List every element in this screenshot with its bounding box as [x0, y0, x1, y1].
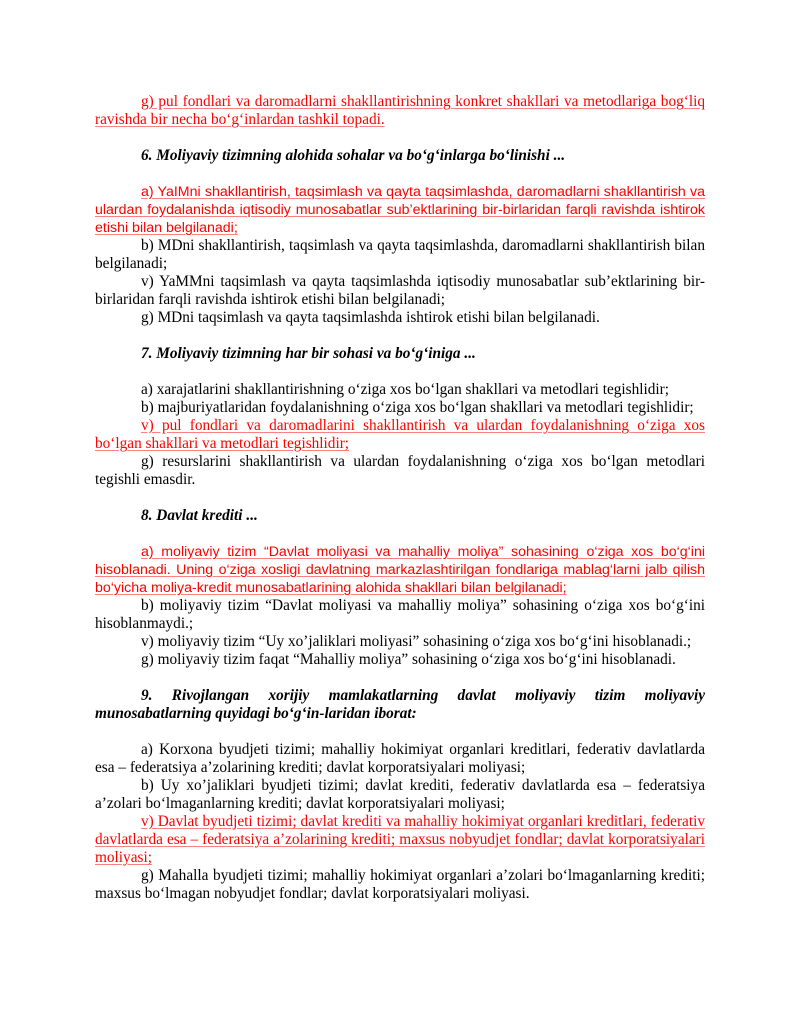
answer-g: g) MDni taqsimlash va qayta taqsimlashda ishtirok etishi bilan belgilanadi.: [141, 309, 600, 326]
answer-v: v) pul fondlari va daromadlarini shakllantirish va ulardan foydalanishning o‘ziga xos bo‘lgan shakllari va metodlari tegishlidir;: [95, 417, 705, 452]
answer-a: a) YaIMni shakllantirish, taqsimlash va qayta taqsimlashda, daromadlarni shakllantirish va ulardan foydalanishda iqtisodiy munosabatlar sub’ektlarining bir-birlaridan farqli ravishda ishtirok etishi bilan belgilanadi;: [95, 184, 705, 236]
answer-b: b) MDni shakllantirish, taqsimlash va qayta taqsimlashda, daromadlarni shakllantirish bilan belgilanadi;: [95, 237, 705, 272]
answer-g: g) moliyaviy tizim faqat “Mahalliy moliya” sohasining o‘ziga xos bo‘g‘ini hisoblanadi.: [141, 651, 676, 668]
answer-a: a) moliyaviy tizim “Davlat moliyasi va mahalliy moliya” sohasining o‘ziga xos bo‘g‘ini hisoblanadi. Uning o‘ziga xosligi davlatning markazlashtirilgan fondlariga mablag‘larni jalb qilish bo‘yicha moliya-kredit munosabatlarining alohida shakllari bilan belgilanadi;: [95, 544, 705, 596]
answer-g: g) pul fondlari va daromadlarni shakllantirishning konkret shakllari va metodlariga bog‘liq ravishda bir necha bo‘g‘inlardan tashkil topadi.: [95, 93, 705, 128]
answer-b: b) majburiyatlaridan foydalanishning o‘ziga xos bo‘lgan shakllari va metodlari tegishlidir;: [141, 399, 694, 416]
question-9: 9. Rivojlangan xorijiy mamlakatlarning davlat moliyaviy tizim moliyaviy munosabatlarning quyidagi bo‘g‘in-laridan iborat:: [95, 687, 705, 722]
answer-g: g) Mahalla byudjeti tizimi; mahalliy hokimiyat organlari a’zolari bo‘lmaganlarning krediti; maxsus bo‘lmagan nobyudjet fondlar; davlat korporatsiyalari moliyasi.: [95, 867, 705, 902]
answer-g: g) resurslarini shakllantirish va ulardan foydalanishning o‘ziga xos bo‘lgan metodlari tegishli emasdir.: [95, 453, 705, 488]
answer-v: v) YaMMni taqsimlash va qayta taqsimlashda iqtisodiy munosabatlar sub’ektlarining bir-birlaridan farqli ravishda ishtirok etishi bilan belgilanadi;: [95, 273, 705, 308]
answer-v: v) Davlat byudjeti tizimi; davlat krediti va mahalliy hokimiyat organlari kreditlari, federativ davlatlarda esa – federatsiya a’zolarining krediti; maxsus nobyudjet fondlar; davlat korporatsiyalari moliyasi;: [95, 813, 705, 866]
document-page: [95, 93, 705, 903]
answer-b: b) Uy xo’jaliklari byudjeti tizimi; davlat krediti, federativ davlatlarda esa – federatsiya a’zolari bo‘lmaganlarning krediti; davlat korporatsiyalari moliyasi;: [95, 777, 705, 812]
answer-a: a) Korxona byudjeti tizimi; mahalliy hokimiyat organlari kreditlari, federativ davlatlarda esa – federatsiya a’zolarining krediti; davlat korporatsiyalari moliyasi;: [95, 741, 705, 776]
question-8: 8. Davlat krediti ...: [141, 507, 258, 524]
question-6: 6. Moliyaviy tizimning alohida sohalar va bo‘g‘inlarga bo‘linishi ...: [141, 147, 566, 164]
answer-a: a) xarajatlarini shakllantirishning o‘ziga xos bo‘lgan shakllari va metodlari tegishlidir;: [141, 381, 670, 398]
answer-v: v) moliyaviy tizim “Uy xo’jaliklari moliyasi” sohasining o‘ziga xos bo‘g‘ini hisoblanadi.;: [141, 633, 692, 650]
answer-b: b) moliyaviy tizim “Davlat moliyasi va mahalliy moliya” sohasining o‘ziga xos bo‘g‘ini hisoblanmaydi.;: [95, 597, 705, 632]
question-7: 7. Moliyaviy tizimning har bir sohasi va bo‘g‘iniga ...: [141, 345, 476, 362]
